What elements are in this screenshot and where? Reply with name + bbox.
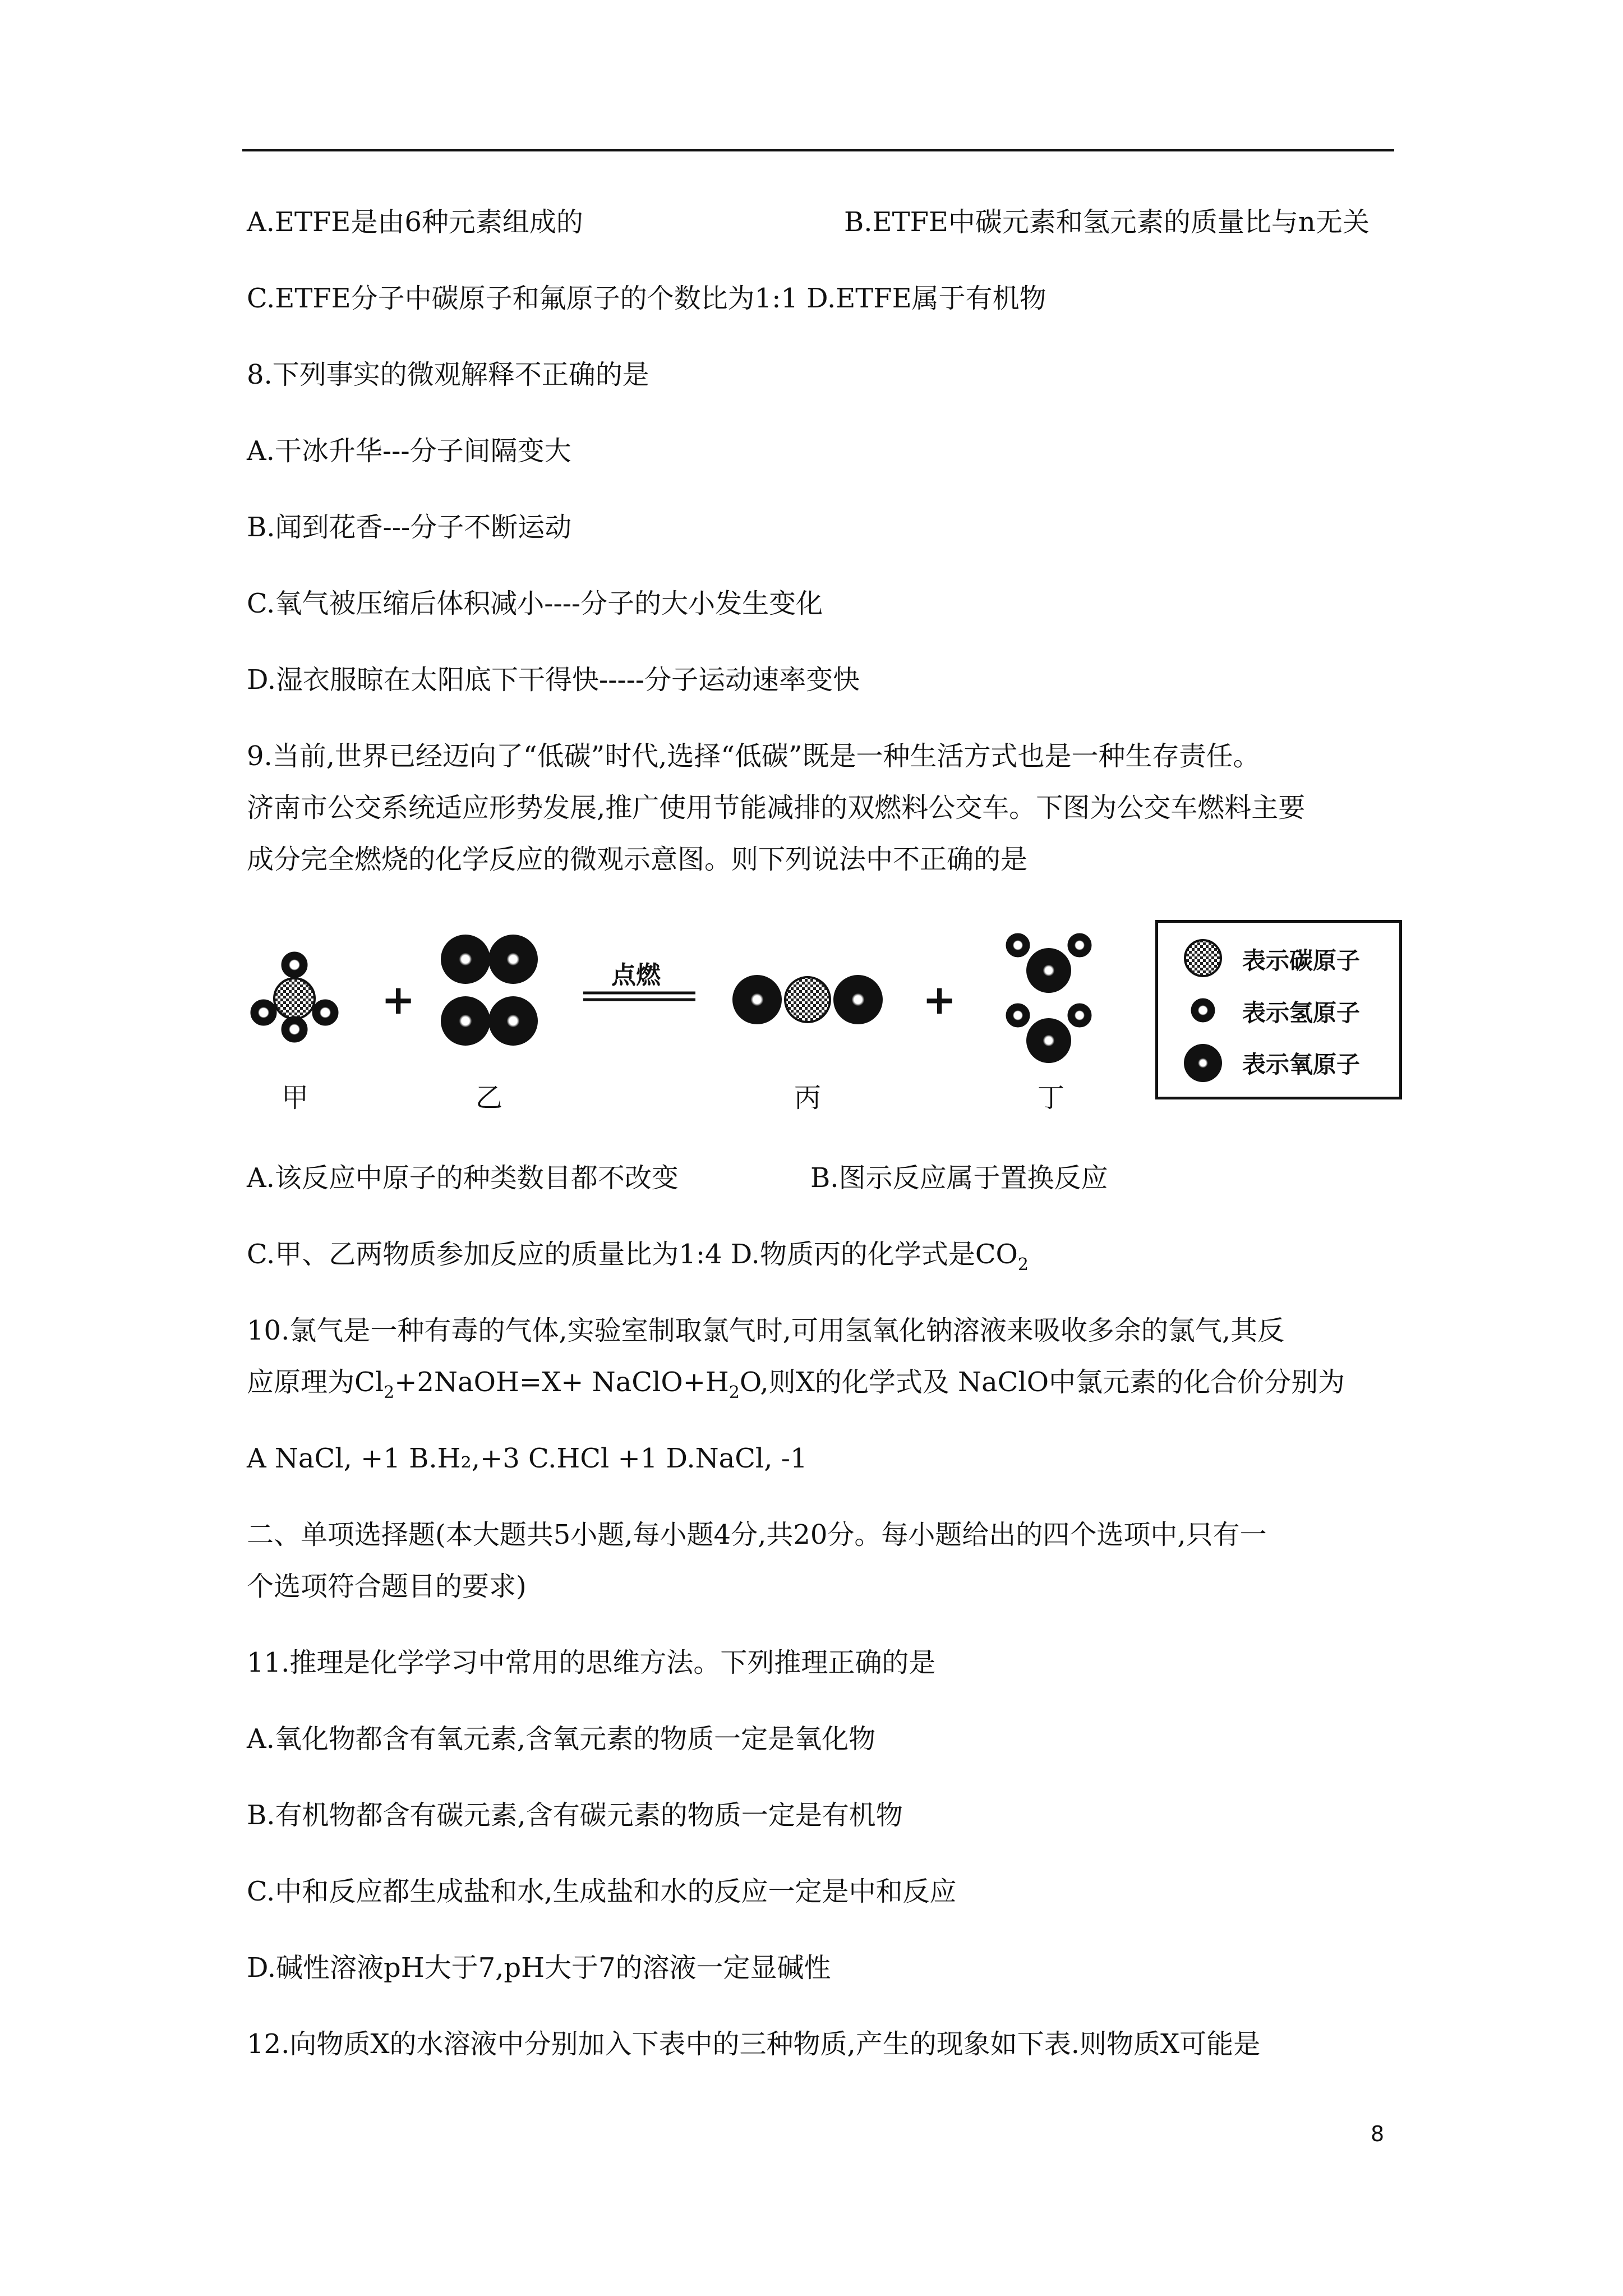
cl2-subscript: 2 <box>384 1383 395 1402</box>
q9-stem-line3: 成分完全燃烧的化学反应的微观示意图。则下列说法中不正确的是 <box>247 844 1028 875</box>
carbon-atom <box>785 977 830 1022</box>
hydrogen-atom <box>1068 934 1091 956</box>
oxygen-atom-icon <box>1169 1041 1237 1085</box>
legend-oxygen-text: 表示氧原子 <box>1242 1051 1361 1078</box>
q10-options: A NaCl, +1 B.H₂,+3 C.HCl +1 D.NaCl, -1 <box>247 1443 808 1474</box>
q11-stem: 11.推理是化学学习中常用的思维方法。下列推理正确的是 <box>247 1647 936 1678</box>
plus-sign-1: + <box>381 976 416 1023</box>
oxygen-atom <box>441 996 490 1046</box>
label-jia: 甲 <box>282 1082 309 1114</box>
q11-option-d: D.碱性溶液pH大于7,pH大于7的溶液一定显碱性 <box>247 1952 831 1984</box>
q9-options-cd <box>247 1237 1029 1274</box>
legend-hydrogen-text: 表示氢原子 <box>1242 999 1361 1027</box>
label-yi: 乙 <box>476 1082 503 1114</box>
q7-option-b: B.ETFE中碳元素和氢元素的质量比与n无关 <box>844 206 1370 238</box>
legend-hydrogen <box>1158 989 1399 1034</box>
label-bing: 丙 <box>794 1082 822 1114</box>
hydrogen-atom <box>1007 1004 1029 1027</box>
hydrogen-atom <box>1007 934 1029 956</box>
arrow-label: 点燃 <box>611 961 661 990</box>
q10-stem-line1: 10.氯气是一种有毒的气体,实验室制取氯气时,可用氢氧化钠溶液来吸收多余的氯气,其反 <box>247 1315 1285 1346</box>
q9-option-b: B.图示反应属于置换反应 <box>810 1162 1108 1194</box>
q8-option-d: D.湿衣服晾在太阳底下干得快-----分子运动速率变快 <box>247 664 860 696</box>
plus-sign-2: + <box>923 976 957 1023</box>
molecule-bing <box>732 975 883 1024</box>
page-number: 8 <box>1371 2122 1385 2146</box>
hydrogen-atom <box>282 953 307 977</box>
q9-options-cd-text: C.甲、乙两物质参加反应的质量比为1:4 D.物质丙的化学式是CO <box>247 1239 1018 1270</box>
legend <box>1155 920 1402 1099</box>
oxygen-atom <box>488 935 538 984</box>
q10-eq-a: 应原理为Cl <box>247 1366 384 1398</box>
oxygen-atom <box>833 975 883 1024</box>
hydrogen-atom <box>1068 1004 1091 1027</box>
carbon-atom <box>274 978 315 1019</box>
reaction-diagram <box>241 909 1408 1122</box>
q10-eq-b: +2NaOH=X+ NaClO+H <box>394 1366 729 1398</box>
molecule-yi <box>441 935 538 1046</box>
q8-stem: 8.下列事实的微观解释不正确的是 <box>247 359 649 390</box>
q8-option-b: B.闻到花香---分子不断运动 <box>247 512 572 543</box>
oxygen-atom <box>441 935 490 984</box>
q7-options-cd: C.ETFE分子中碳原子和氟原子的个数比为1:1 D.ETFE属于有机物 <box>247 283 1046 314</box>
hydrogen-atom <box>251 1000 276 1025</box>
carbon-atom-icon <box>1169 937 1237 982</box>
section-two-heading-line2: 个选项符合题目的要求) <box>247 1571 527 1602</box>
q10-stem-line2 <box>247 1365 1345 1402</box>
legend-oxygen <box>1158 1041 1399 1085</box>
q9-option-a: A.该反应中原子的种类数目都不改变 <box>247 1162 679 1194</box>
q7-option-a: A.ETFE是由6种元素组成的 <box>247 206 583 238</box>
q11-option-a: A.氧化物都含有氧元素,含氧元素的物质一定是氧化物 <box>247 1723 876 1755</box>
q9-stem-line1: 9.当前,世界已经迈向了“低碳”时代,选择“低碳”既是一种生活方式也是一种生存责任。 <box>247 740 1260 772</box>
q10-eq-c: O,则X的化学式及 NaClO中氯元素的化合价分别为 <box>739 1366 1345 1398</box>
co2-subscript: 2 <box>1017 1255 1029 1274</box>
q9-stem-line2: 济南市公交系统适应形势发展,推广使用节能减排的双燃料公交车。下图为公交车燃料主要 <box>247 792 1306 823</box>
q8-option-c: C.氧气被压缩后体积减小----分子的大小发生变化 <box>247 588 823 619</box>
legend-carbon <box>1158 937 1399 982</box>
legend-carbon-text: 表示碳原子 <box>1242 947 1361 974</box>
h2o-subscript: 2 <box>728 1383 740 1402</box>
q8-option-a: A.干冰升华---分子间隔变大 <box>247 435 571 467</box>
hydrogen-atom-icon <box>1169 989 1237 1034</box>
hydrogen-atom <box>313 1000 338 1025</box>
section-two-heading-line1: 二、单项选择题(本大题共5小题,每小题4分,共20分。每小题给出的四个选项中,只有一 <box>247 1519 1267 1550</box>
oxygen-atom <box>1026 1018 1071 1063</box>
reaction-svg <box>241 909 1150 1122</box>
hydrogen-atom <box>282 1017 307 1042</box>
oxygen-atom <box>1026 948 1071 993</box>
q12-stem: 12.向物质X的水溶液中分别加入下表中的三种物质,产生的现象如下表.则物质X可能是 <box>247 2028 1261 2060</box>
molecule-jia <box>251 953 338 1042</box>
header-rule <box>242 149 1394 151</box>
oxygen-atom <box>488 996 538 1046</box>
molecule-ding <box>1007 934 1091 1063</box>
q11-option-b: B.有机物都含有碳元素,含有碳元素的物质一定是有机物 <box>247 1800 903 1831</box>
label-ding: 丁 <box>1038 1082 1065 1114</box>
q11-option-c: C.中和反应都生成盐和水,生成盐和水的反应一定是中和反应 <box>247 1876 957 1907</box>
oxygen-atom <box>732 975 782 1024</box>
